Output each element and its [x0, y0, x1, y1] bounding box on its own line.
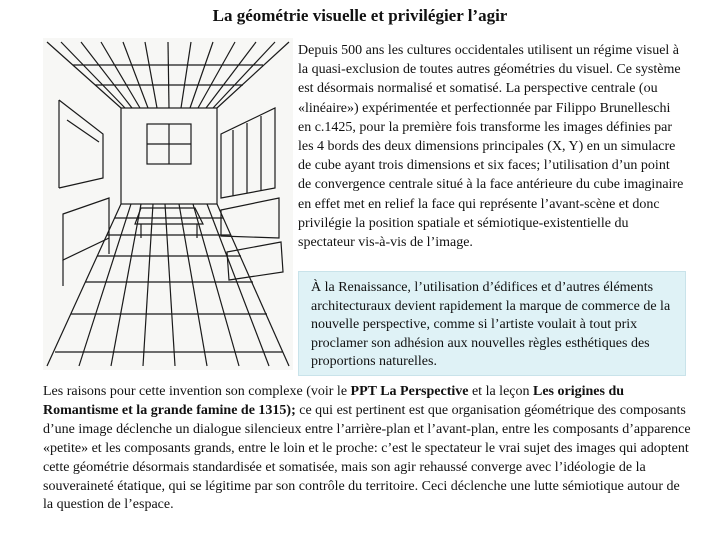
renaissance-note-text: À la Renaissance, l’utilisation d’édifices et d’autres éléments architecturaux devient rapidement la marque de commerce de la nouvelle perspective, comme si l’artiste voulait à tout prix proclamer son adhésion aux nouvelles règles esthétiques des proportions naturelles. [311, 280, 671, 370]
perspective-room-woodcut-icon [43, 38, 293, 370]
reasons-text-2: et la leçon [468, 384, 533, 399]
page-title: La géométrie visuelle et privilégier l’agir [212, 6, 508, 25]
lesson-romanticism-link[interactable]: Les origines du Romantisme et la grande famine de 1315); [43, 384, 625, 418]
renaissance-note-box [298, 271, 686, 376]
reasons-text-3: ce qui est pertinent est que organisation géométrique des composants d’une image déclenche un dialogue silencieux entre l’arrière-plan et l’avant-plan, entre les composants d’apparence «petite» et les composants grands, entre le loin et le proche: c’est le spectateur le vrai sujet des images qui adoptent cette géométrie désormais standardisée et somatisée, mais son agir rehaussé converge avec l’idéologie de la souveraineté étatique, qui se légitime par son contrôle du territoire. Ceci déclenche une lutte sémiotique autour de la question de l’espace. [43, 402, 691, 513]
ppt-perspective-link[interactable]: PPT La Perspective [350, 384, 469, 399]
intro-paragraph: Depuis 500 ans les cultures occidentales utilisent un régime visuel à la quasi-exclusion de toutes autres géométries du visuel. Ce système est désormais normalisé et somatisé. La perspective centrale (ou «linéaire») expérimentée et perfectionnée par Filippo Brunelleschi en c.1425, pour la première fois transforme les images définies par les 4 bords des deux dimensions principales (X, Y) en un simulacre de cube ayant trois dimensions et six faces; l’utilisation d’un point de convergence centrale situé à la face antérieure du cube imaginaire en effet met en relief la face qui représente l’avant-scène et donc privilégie la position spatiale et sémiotique-existentielle du spectateur vis-à-vis de l’image. [298, 43, 684, 251]
reasons-paragraph [43, 383, 693, 515]
reasons-text-1: Les raisons pour cette invention son complexe (voir le [43, 384, 351, 399]
